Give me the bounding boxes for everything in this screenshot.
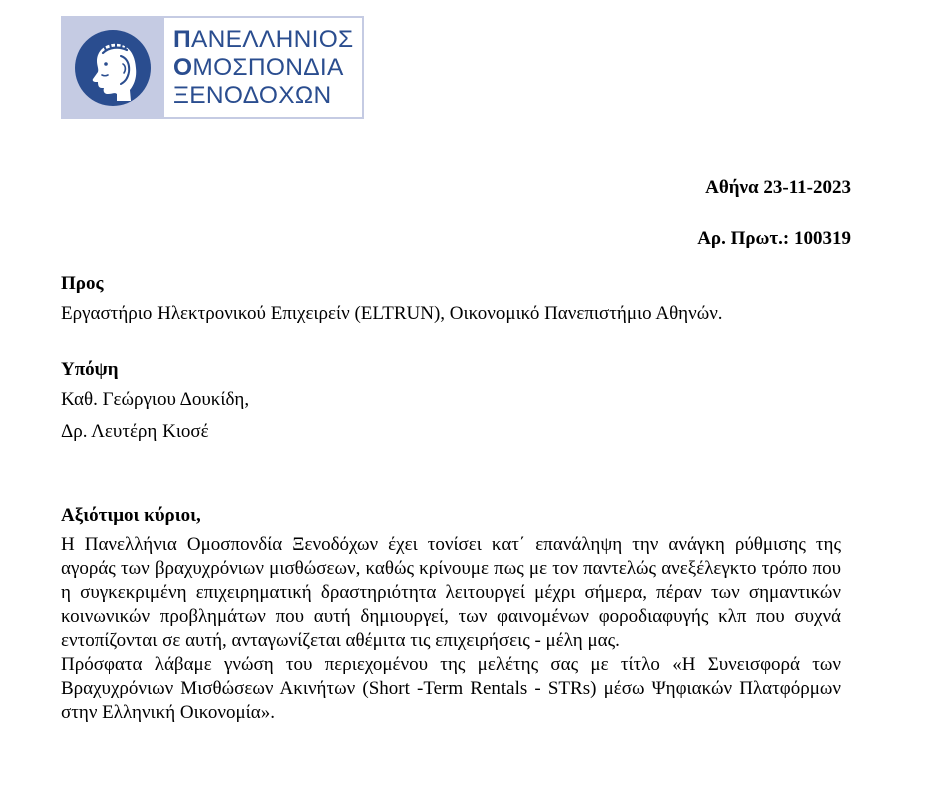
letter-body — [61, 533, 841, 725]
logo-line-2 — [173, 54, 362, 82]
attention-label: Υπόψη — [61, 359, 119, 380]
logo-line-1-initial: Π — [173, 26, 191, 53]
logo-emblem — [61, 16, 164, 119]
body-paragraph-1: Η Πανελλήνια Ομοσπονδία Ξενοδόχων έχει τονίσει κατ΄ επανάληψη την ανάγκη ρύθμισης της αγοράς των βραχυχρόνιων μισθώσεων, καθώς κρίνουμε πως με τον παντελώς ανεξέλεγκτο τρόπο που η συγκεκριμένη επιχειρηματική δραστηριότητα λειτουργεί μέχρι σήμερα, πέραν των σημαντικών κοινωνικών προβλημάτων που αυτή δημιουργεί, των φαινομένων φοροδιαφυγής κλπ που συχνά εντοπίζονται σε αυτή, ανταγωνίζεται αθέμιτα τις επιχειρήσεις - μέλη μας. — [61, 534, 841, 651]
recipient-label: Προς — [61, 273, 104, 294]
logo-line-2-initial: Ο — [173, 54, 193, 81]
letterhead-logo — [61, 16, 364, 119]
logo-wordmark — [164, 16, 364, 119]
logo-line-1 — [173, 26, 362, 54]
recipient-block — [61, 272, 723, 326]
logo-line-2-rest: ΜΟΣΠΟΝΔΙΑ — [192, 54, 344, 81]
protocol-number: Αρ. Πρωτ.: 100319 — [697, 228, 851, 249]
logo-line-1-rest: ΑΝΕΛΛΗΝΙΟΣ — [191, 26, 354, 53]
salutation: Αξιότιμοι κύριοι, — [61, 505, 201, 526]
recipient-value: Εργαστήριο Ηλεκτρονικού Επιχειρείν (ELTRUN), Οικονομικό Πανεπιστήμιο Αθηνών. — [61, 303, 723, 324]
attention-name-1: Καθ. Γεώργιου Δουκίδη, — [61, 389, 250, 410]
body-paragraph-2: Πρόσφατα λάβαμε γνώση του περιεχομένου της μελέτης σας με τίτλο «Η Συνεισφορά των Βραχυχρόνιων Μισθώσεων Ακινήτων (Short -Term Rentals - STRs) μέσω Ψηφιακών Πλατφόρμων στην Ελληνική Οικονομία». — [61, 654, 841, 723]
letter-date: Αθήνα 23-11-2023 — [705, 177, 851, 198]
attention-name-2: Δρ. Λευτέρη Κιοσέ — [61, 421, 209, 442]
classical-head-icon — [73, 28, 153, 108]
logo-line-3: ΞΕΝΟΔΟΧΩΝ — [173, 82, 332, 109]
attention-block — [61, 358, 249, 444]
